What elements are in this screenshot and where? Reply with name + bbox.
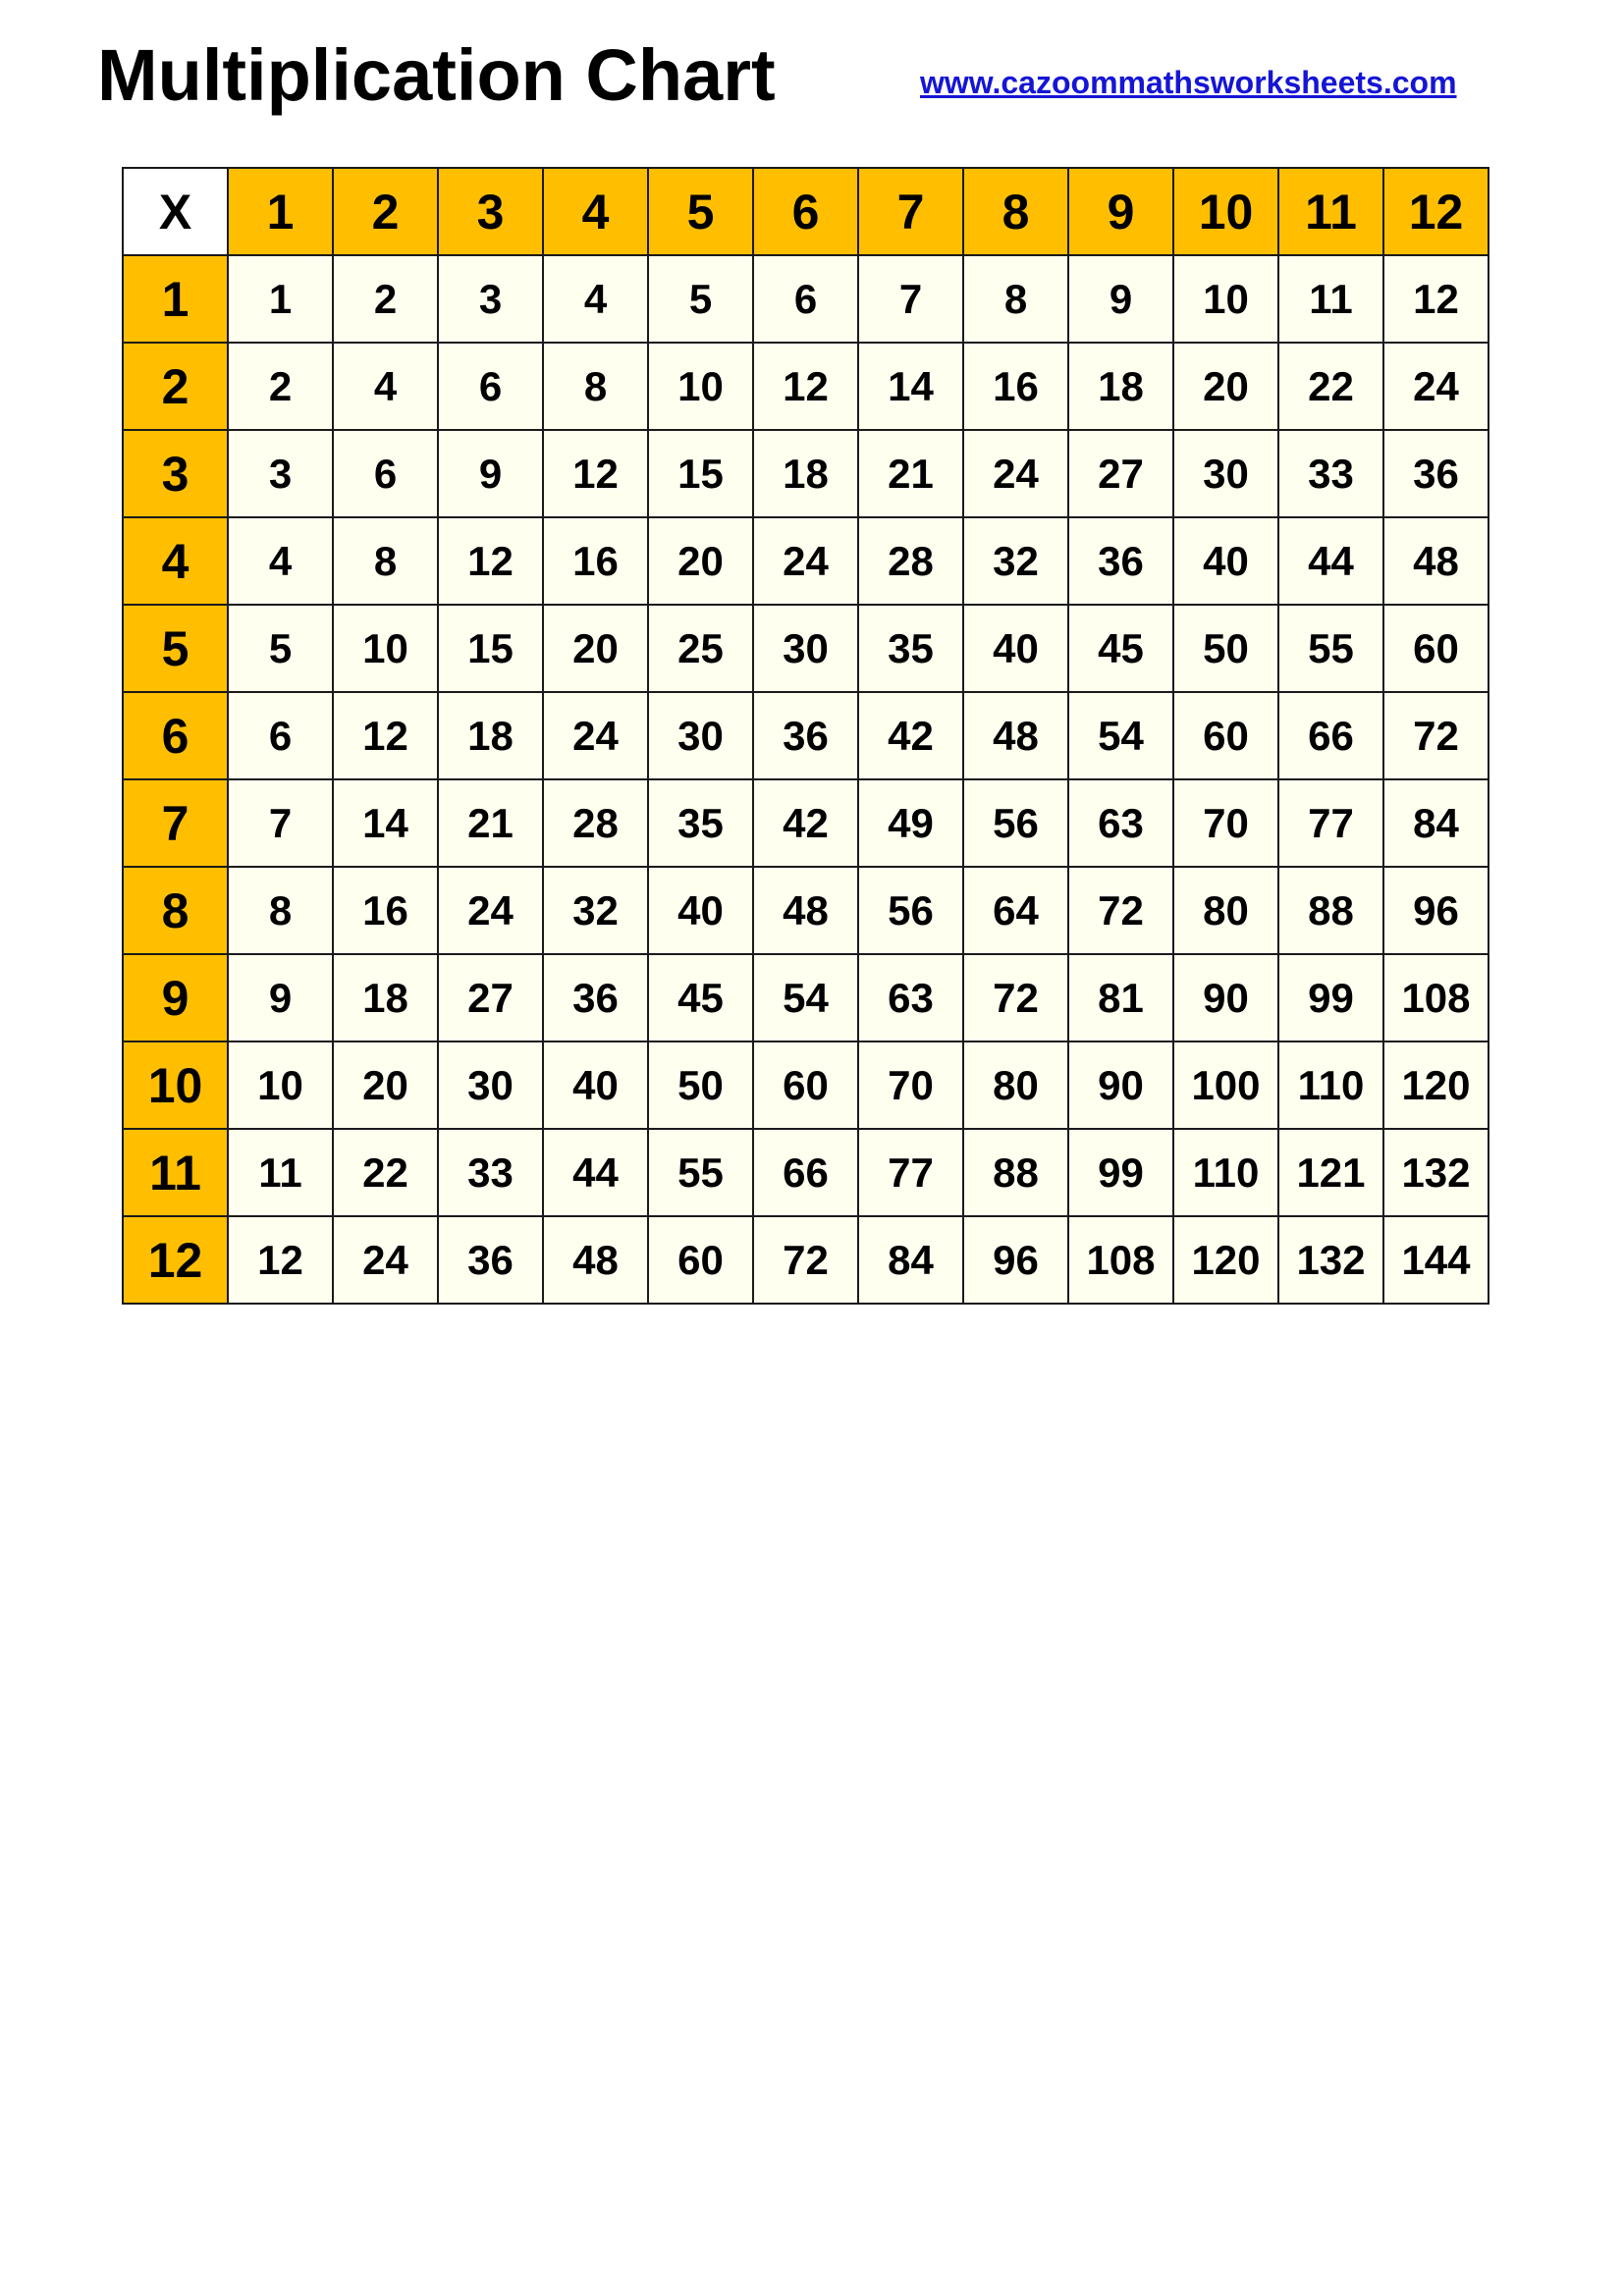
header-row [123, 168, 1489, 255]
product-cell: 72 [1068, 867, 1173, 954]
product-cell: 90 [1173, 954, 1278, 1041]
product-cell: 32 [963, 517, 1068, 605]
product-cell: 56 [963, 779, 1068, 867]
product-cell: 88 [1278, 867, 1383, 954]
product-cell: 6 [438, 343, 543, 430]
product-cell: 40 [543, 1041, 648, 1129]
product-cell: 60 [648, 1216, 753, 1304]
product-cell: 45 [1068, 605, 1173, 692]
product-cell: 18 [438, 692, 543, 779]
product-cell: 120 [1173, 1216, 1278, 1304]
product-cell: 108 [1383, 954, 1489, 1041]
row-header: 9 [123, 954, 228, 1041]
product-cell: 30 [753, 605, 858, 692]
product-cell: 54 [1068, 692, 1173, 779]
product-cell: 48 [543, 1216, 648, 1304]
product-cell: 2 [228, 343, 333, 430]
product-cell: 70 [858, 1041, 963, 1129]
page-title: Multiplication Chart [97, 34, 776, 116]
column-header: 6 [753, 168, 858, 255]
row-header: 8 [123, 867, 228, 954]
product-cell: 24 [963, 430, 1068, 517]
product-cell: 81 [1068, 954, 1173, 1041]
product-cell: 64 [963, 867, 1068, 954]
product-cell: 72 [753, 1216, 858, 1304]
product-cell: 24 [333, 1216, 438, 1304]
column-header: 8 [963, 168, 1068, 255]
product-cell: 20 [1173, 343, 1278, 430]
product-cell: 42 [858, 692, 963, 779]
product-cell: 60 [1383, 605, 1489, 692]
table-row [123, 343, 1489, 430]
product-cell: 30 [648, 692, 753, 779]
product-cell: 40 [648, 867, 753, 954]
product-cell: 24 [543, 692, 648, 779]
product-cell: 15 [438, 605, 543, 692]
product-cell: 42 [753, 779, 858, 867]
product-cell: 10 [228, 1041, 333, 1129]
product-cell: 50 [1173, 605, 1278, 692]
product-cell: 100 [1173, 1041, 1278, 1129]
row-header: 4 [123, 517, 228, 605]
product-cell: 12 [543, 430, 648, 517]
corner-cell: X [123, 168, 228, 255]
product-cell: 12 [228, 1216, 333, 1304]
product-cell: 48 [753, 867, 858, 954]
product-cell: 11 [228, 1129, 333, 1216]
product-cell: 80 [1173, 867, 1278, 954]
product-cell: 21 [858, 430, 963, 517]
product-cell: 63 [1068, 779, 1173, 867]
product-cell: 12 [438, 517, 543, 605]
row-header: 12 [123, 1216, 228, 1304]
row-header: 2 [123, 343, 228, 430]
column-header: 10 [1173, 168, 1278, 255]
product-cell: 55 [1278, 605, 1383, 692]
product-cell: 18 [753, 430, 858, 517]
product-cell: 35 [648, 779, 753, 867]
product-cell: 9 [438, 430, 543, 517]
row-header: 1 [123, 255, 228, 343]
product-cell: 88 [963, 1129, 1068, 1216]
product-cell: 96 [1383, 867, 1489, 954]
product-cell: 72 [963, 954, 1068, 1041]
product-cell: 121 [1278, 1129, 1383, 1216]
column-header: 4 [543, 168, 648, 255]
multiplication-table [122, 167, 1489, 1305]
product-cell: 16 [333, 867, 438, 954]
product-cell: 8 [228, 867, 333, 954]
row-header: 7 [123, 779, 228, 867]
column-header: 12 [1383, 168, 1489, 255]
product-cell: 33 [438, 1129, 543, 1216]
table-row [123, 605, 1489, 692]
product-cell: 1 [228, 255, 333, 343]
product-cell: 49 [858, 779, 963, 867]
product-cell: 6 [228, 692, 333, 779]
product-cell: 10 [648, 343, 753, 430]
product-cell: 44 [1278, 517, 1383, 605]
product-cell: 144 [1383, 1216, 1489, 1304]
product-cell: 22 [1278, 343, 1383, 430]
product-cell: 66 [1278, 692, 1383, 779]
product-cell: 28 [858, 517, 963, 605]
column-header: 9 [1068, 168, 1173, 255]
product-cell: 15 [648, 430, 753, 517]
product-cell: 77 [858, 1129, 963, 1216]
table-row [123, 1216, 1489, 1304]
product-cell: 4 [333, 343, 438, 430]
table-row [123, 867, 1489, 954]
column-header: 3 [438, 168, 543, 255]
product-cell: 25 [648, 605, 753, 692]
table-row [123, 954, 1489, 1041]
product-cell: 18 [1068, 343, 1173, 430]
product-cell: 63 [858, 954, 963, 1041]
table-row [123, 779, 1489, 867]
product-cell: 99 [1068, 1129, 1173, 1216]
table-row [123, 255, 1489, 343]
table-row [123, 692, 1489, 779]
product-cell: 132 [1383, 1129, 1489, 1216]
row-header: 3 [123, 430, 228, 517]
product-cell: 28 [543, 779, 648, 867]
product-cell: 16 [543, 517, 648, 605]
product-cell: 27 [438, 954, 543, 1041]
product-cell: 4 [228, 517, 333, 605]
product-cell: 40 [963, 605, 1068, 692]
table-row [123, 1129, 1489, 1216]
product-cell: 2 [333, 255, 438, 343]
product-cell: 6 [753, 255, 858, 343]
product-cell: 40 [1173, 517, 1278, 605]
product-cell: 9 [1068, 255, 1173, 343]
product-cell: 48 [963, 692, 1068, 779]
product-cell: 10 [333, 605, 438, 692]
product-cell: 99 [1278, 954, 1383, 1041]
column-header: 7 [858, 168, 963, 255]
product-cell: 5 [648, 255, 753, 343]
product-cell: 16 [963, 343, 1068, 430]
product-cell: 36 [1068, 517, 1173, 605]
product-cell: 8 [333, 517, 438, 605]
product-cell: 36 [753, 692, 858, 779]
product-cell: 84 [858, 1216, 963, 1304]
product-cell: 108 [1068, 1216, 1173, 1304]
product-cell: 36 [1383, 430, 1489, 517]
product-cell: 90 [1068, 1041, 1173, 1129]
product-cell: 3 [228, 430, 333, 517]
product-cell: 72 [1383, 692, 1489, 779]
product-cell: 24 [753, 517, 858, 605]
product-cell: 32 [543, 867, 648, 954]
product-cell: 6 [333, 430, 438, 517]
product-cell: 20 [333, 1041, 438, 1129]
product-cell: 8 [543, 343, 648, 430]
product-cell: 12 [1383, 255, 1489, 343]
product-cell: 66 [753, 1129, 858, 1216]
product-cell: 9 [228, 954, 333, 1041]
table-row [123, 517, 1489, 605]
product-cell: 132 [1278, 1216, 1383, 1304]
product-cell: 84 [1383, 779, 1489, 867]
product-cell: 14 [333, 779, 438, 867]
product-cell: 50 [648, 1041, 753, 1129]
product-cell: 3 [438, 255, 543, 343]
product-cell: 120 [1383, 1041, 1489, 1129]
product-cell: 44 [543, 1129, 648, 1216]
product-cell: 18 [333, 954, 438, 1041]
product-cell: 56 [858, 867, 963, 954]
product-cell: 24 [1383, 343, 1489, 430]
product-cell: 5 [228, 605, 333, 692]
product-cell: 27 [1068, 430, 1173, 517]
product-cell: 110 [1173, 1129, 1278, 1216]
product-cell: 10 [1173, 255, 1278, 343]
product-cell: 110 [1278, 1041, 1383, 1129]
column-header: 1 [228, 168, 333, 255]
product-cell: 22 [333, 1129, 438, 1216]
column-header: 11 [1278, 168, 1383, 255]
product-cell: 36 [543, 954, 648, 1041]
website-link[interactable]: www.cazoommathsworksheets.com [920, 65, 1457, 100]
product-cell: 77 [1278, 779, 1383, 867]
product-cell: 60 [753, 1041, 858, 1129]
product-cell: 30 [438, 1041, 543, 1129]
product-cell: 60 [1173, 692, 1278, 779]
product-cell: 20 [543, 605, 648, 692]
product-cell: 30 [1173, 430, 1278, 517]
product-cell: 7 [228, 779, 333, 867]
product-cell: 36 [438, 1216, 543, 1304]
product-cell: 54 [753, 954, 858, 1041]
table-row [123, 430, 1489, 517]
product-cell: 55 [648, 1129, 753, 1216]
product-cell: 14 [858, 343, 963, 430]
product-cell: 8 [963, 255, 1068, 343]
product-cell: 70 [1173, 779, 1278, 867]
product-cell: 48 [1383, 517, 1489, 605]
row-header: 10 [123, 1041, 228, 1129]
product-cell: 96 [963, 1216, 1068, 1304]
row-header: 11 [123, 1129, 228, 1216]
row-header: 5 [123, 605, 228, 692]
column-header: 2 [333, 168, 438, 255]
table-row [123, 1041, 1489, 1129]
product-cell: 20 [648, 517, 753, 605]
product-cell: 21 [438, 779, 543, 867]
product-cell: 12 [753, 343, 858, 430]
product-cell: 4 [543, 255, 648, 343]
row-header: 6 [123, 692, 228, 779]
table-body [123, 168, 1489, 1304]
product-cell: 80 [963, 1041, 1068, 1129]
product-cell: 33 [1278, 430, 1383, 517]
column-header: 5 [648, 168, 753, 255]
product-cell: 45 [648, 954, 753, 1041]
product-cell: 12 [333, 692, 438, 779]
product-cell: 24 [438, 867, 543, 954]
product-cell: 7 [858, 255, 963, 343]
product-cell: 35 [858, 605, 963, 692]
product-cell: 11 [1278, 255, 1383, 343]
